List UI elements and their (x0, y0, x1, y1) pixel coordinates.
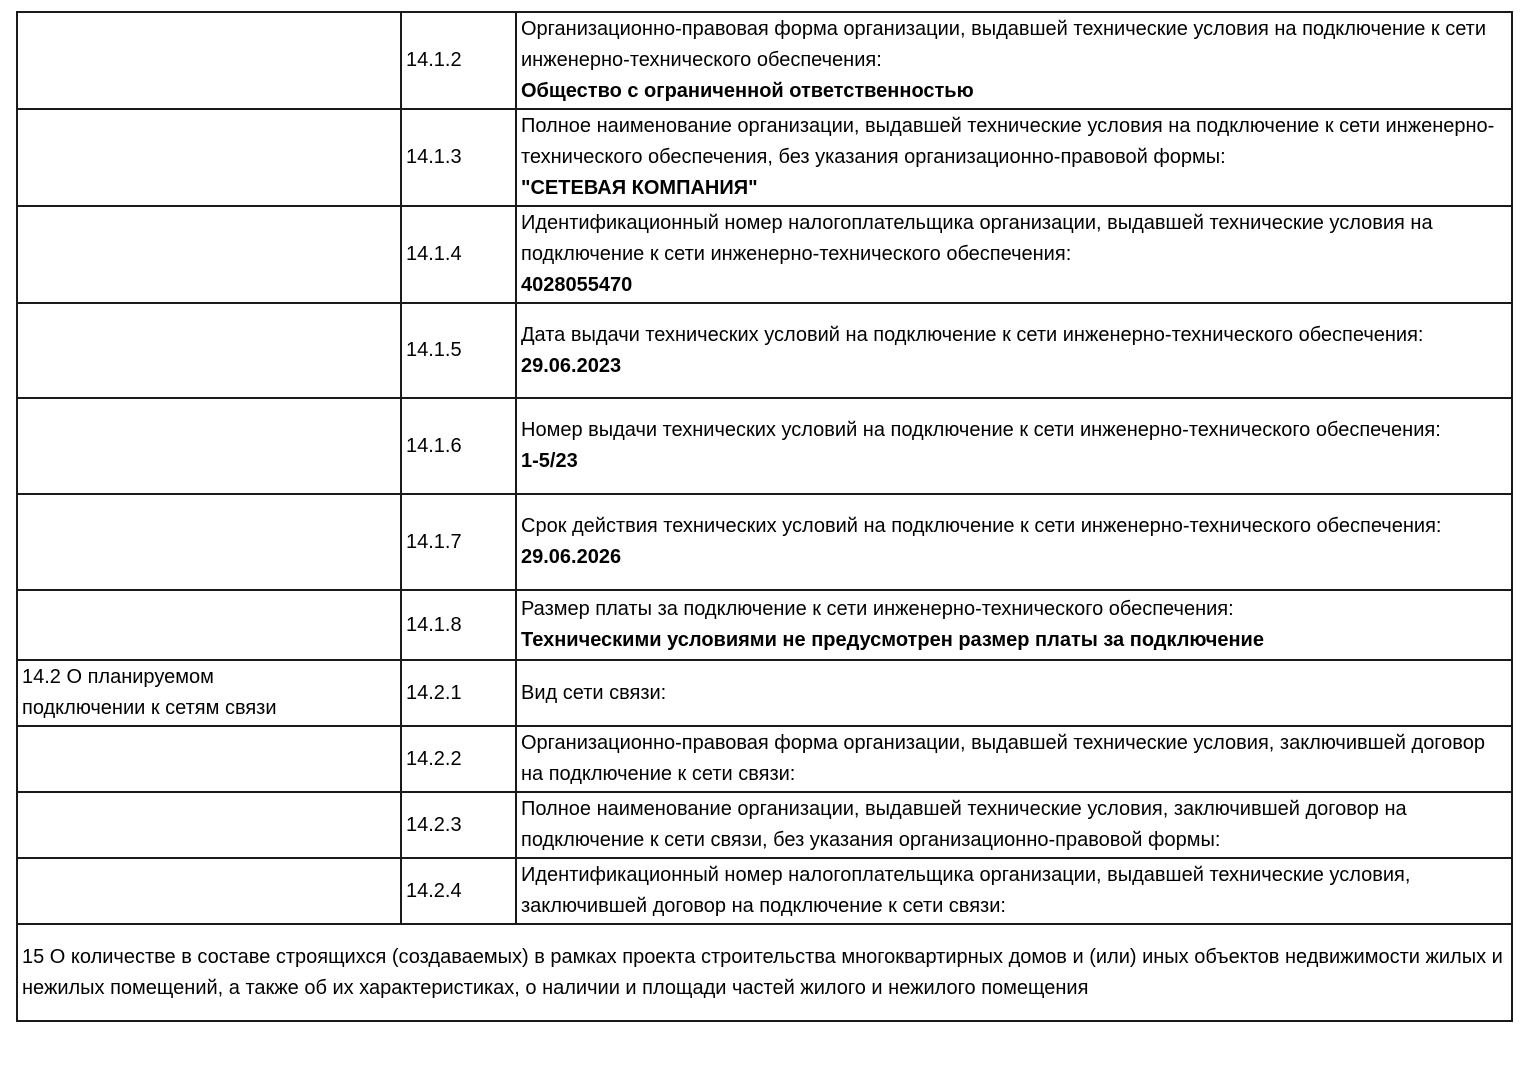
declaration-table (16, 11, 1513, 1022)
item-label: Организационно-правовая форма организации, выдавшей технические условия, заключившей договор на подключение к сети связи: (521, 732, 1485, 785)
item-label: Вид сети связи: (521, 681, 667, 704)
item-value: 1-5/23 (521, 450, 578, 472)
item-value: 4028055470 (521, 274, 633, 296)
item-number-cell: 14.1.4 (401, 206, 516, 303)
item-number-cell: 14.2.3 (401, 792, 516, 858)
item-label: Номер выдачи технических условий на подключение к сети инженерно-технического обеспечения: (521, 419, 1441, 441)
item-description-cell (516, 858, 1512, 924)
item-value: Общество с ограниченной ответственностью (521, 80, 974, 102)
item-number-cell: 14.1.8 (401, 590, 516, 660)
table-row (17, 206, 1512, 303)
section-label: 14.2 О планируемом подключении к сетям связи (22, 666, 277, 719)
item-label: Полное наименование организации, выдавшей технические условия, заключившей договор на подключение к сети связи, без указания организационно-правовой формы: (521, 798, 1407, 851)
table-row (17, 12, 1512, 109)
item-value: 29.06.2026 (521, 546, 622, 568)
item-value: 29.06.2023 (521, 354, 622, 377)
section-15-header: 15 О количестве в составе строящихся (создаваемых) в рамках проекта строительства многоквартирных домов и (или) иных объектов недвижимости жилых и нежилых помещений, а также об их характеристиках, о наличии и площади частей жилого и нежилого помещения (17, 924, 1512, 1021)
item-number-cell: 14.1.2 (401, 12, 516, 109)
item-label: Дата выдачи технических условий на подключение к сети инженерно-технического обеспечения: (521, 323, 1424, 346)
item-number-cell: 14.2.1 (401, 660, 516, 726)
item-number-cell: 14.1.7 (401, 494, 516, 590)
item-description-cell (516, 494, 1512, 590)
item-label: Идентификационный номер налогоплательщика организации, выдавшей технические условия на подключение к сети инженерно-технического обеспечения: (521, 212, 1433, 265)
item-value: "СЕТЕВАЯ КОМПАНИЯ" (521, 177, 758, 199)
table-row (17, 660, 1512, 726)
section-cell (17, 726, 401, 792)
item-label: Организационно-правовая форма организации, выдавшей технические условия на подключение к сети инженерно-технического обеспечения: (521, 18, 1486, 71)
item-value: Техническими условиями не предусмотрен размер платы за подключение (521, 629, 1264, 651)
table-row-section-15 (17, 924, 1512, 1021)
table-row (17, 726, 1512, 792)
section-cell (17, 660, 401, 726)
section-cell (17, 303, 401, 398)
table-row (17, 109, 1512, 206)
table-row (17, 792, 1512, 858)
item-label: Размер платы за подключение к сети инженерно-технического обеспечения: (521, 598, 1234, 620)
section-cell (17, 398, 401, 494)
section-cell (17, 792, 401, 858)
item-description-cell (516, 590, 1512, 660)
item-number-cell: 14.1.6 (401, 398, 516, 494)
section-cell (17, 109, 401, 206)
table-row (17, 590, 1512, 660)
item-number-cell: 14.1.3 (401, 109, 516, 206)
item-number-cell: 14.1.5 (401, 303, 516, 398)
item-description-cell (516, 398, 1512, 494)
table-row (17, 494, 1512, 590)
section-cell (17, 858, 401, 924)
item-description-cell (516, 12, 1512, 109)
item-description-cell (516, 726, 1512, 792)
item-description-cell (516, 109, 1512, 206)
item-number-cell: 14.2.2 (401, 726, 516, 792)
item-label: Полное наименование организации, выдавшей технические условия на подключение к сети инженерно-технического обеспечения, без указания организационно-правовой формы: (521, 115, 1495, 168)
section-cell (17, 590, 401, 660)
table-row (17, 398, 1512, 494)
table-row (17, 858, 1512, 924)
item-description-cell (516, 206, 1512, 303)
table-row (17, 303, 1512, 398)
item-description-cell (516, 303, 1512, 398)
item-description-cell (516, 660, 1512, 726)
section-cell (17, 12, 401, 109)
item-label: Идентификационный номер налогоплательщика организации, выдавшей технические условия, заключившей договор на подключение к сети связи: (521, 864, 1411, 917)
section-cell (17, 206, 401, 303)
item-label: Срок действия технических условий на подключение к сети инженерно-технического обеспечения: (521, 515, 1442, 537)
section-cell (17, 494, 401, 590)
item-description-cell (516, 792, 1512, 858)
item-number-cell: 14.2.4 (401, 858, 516, 924)
